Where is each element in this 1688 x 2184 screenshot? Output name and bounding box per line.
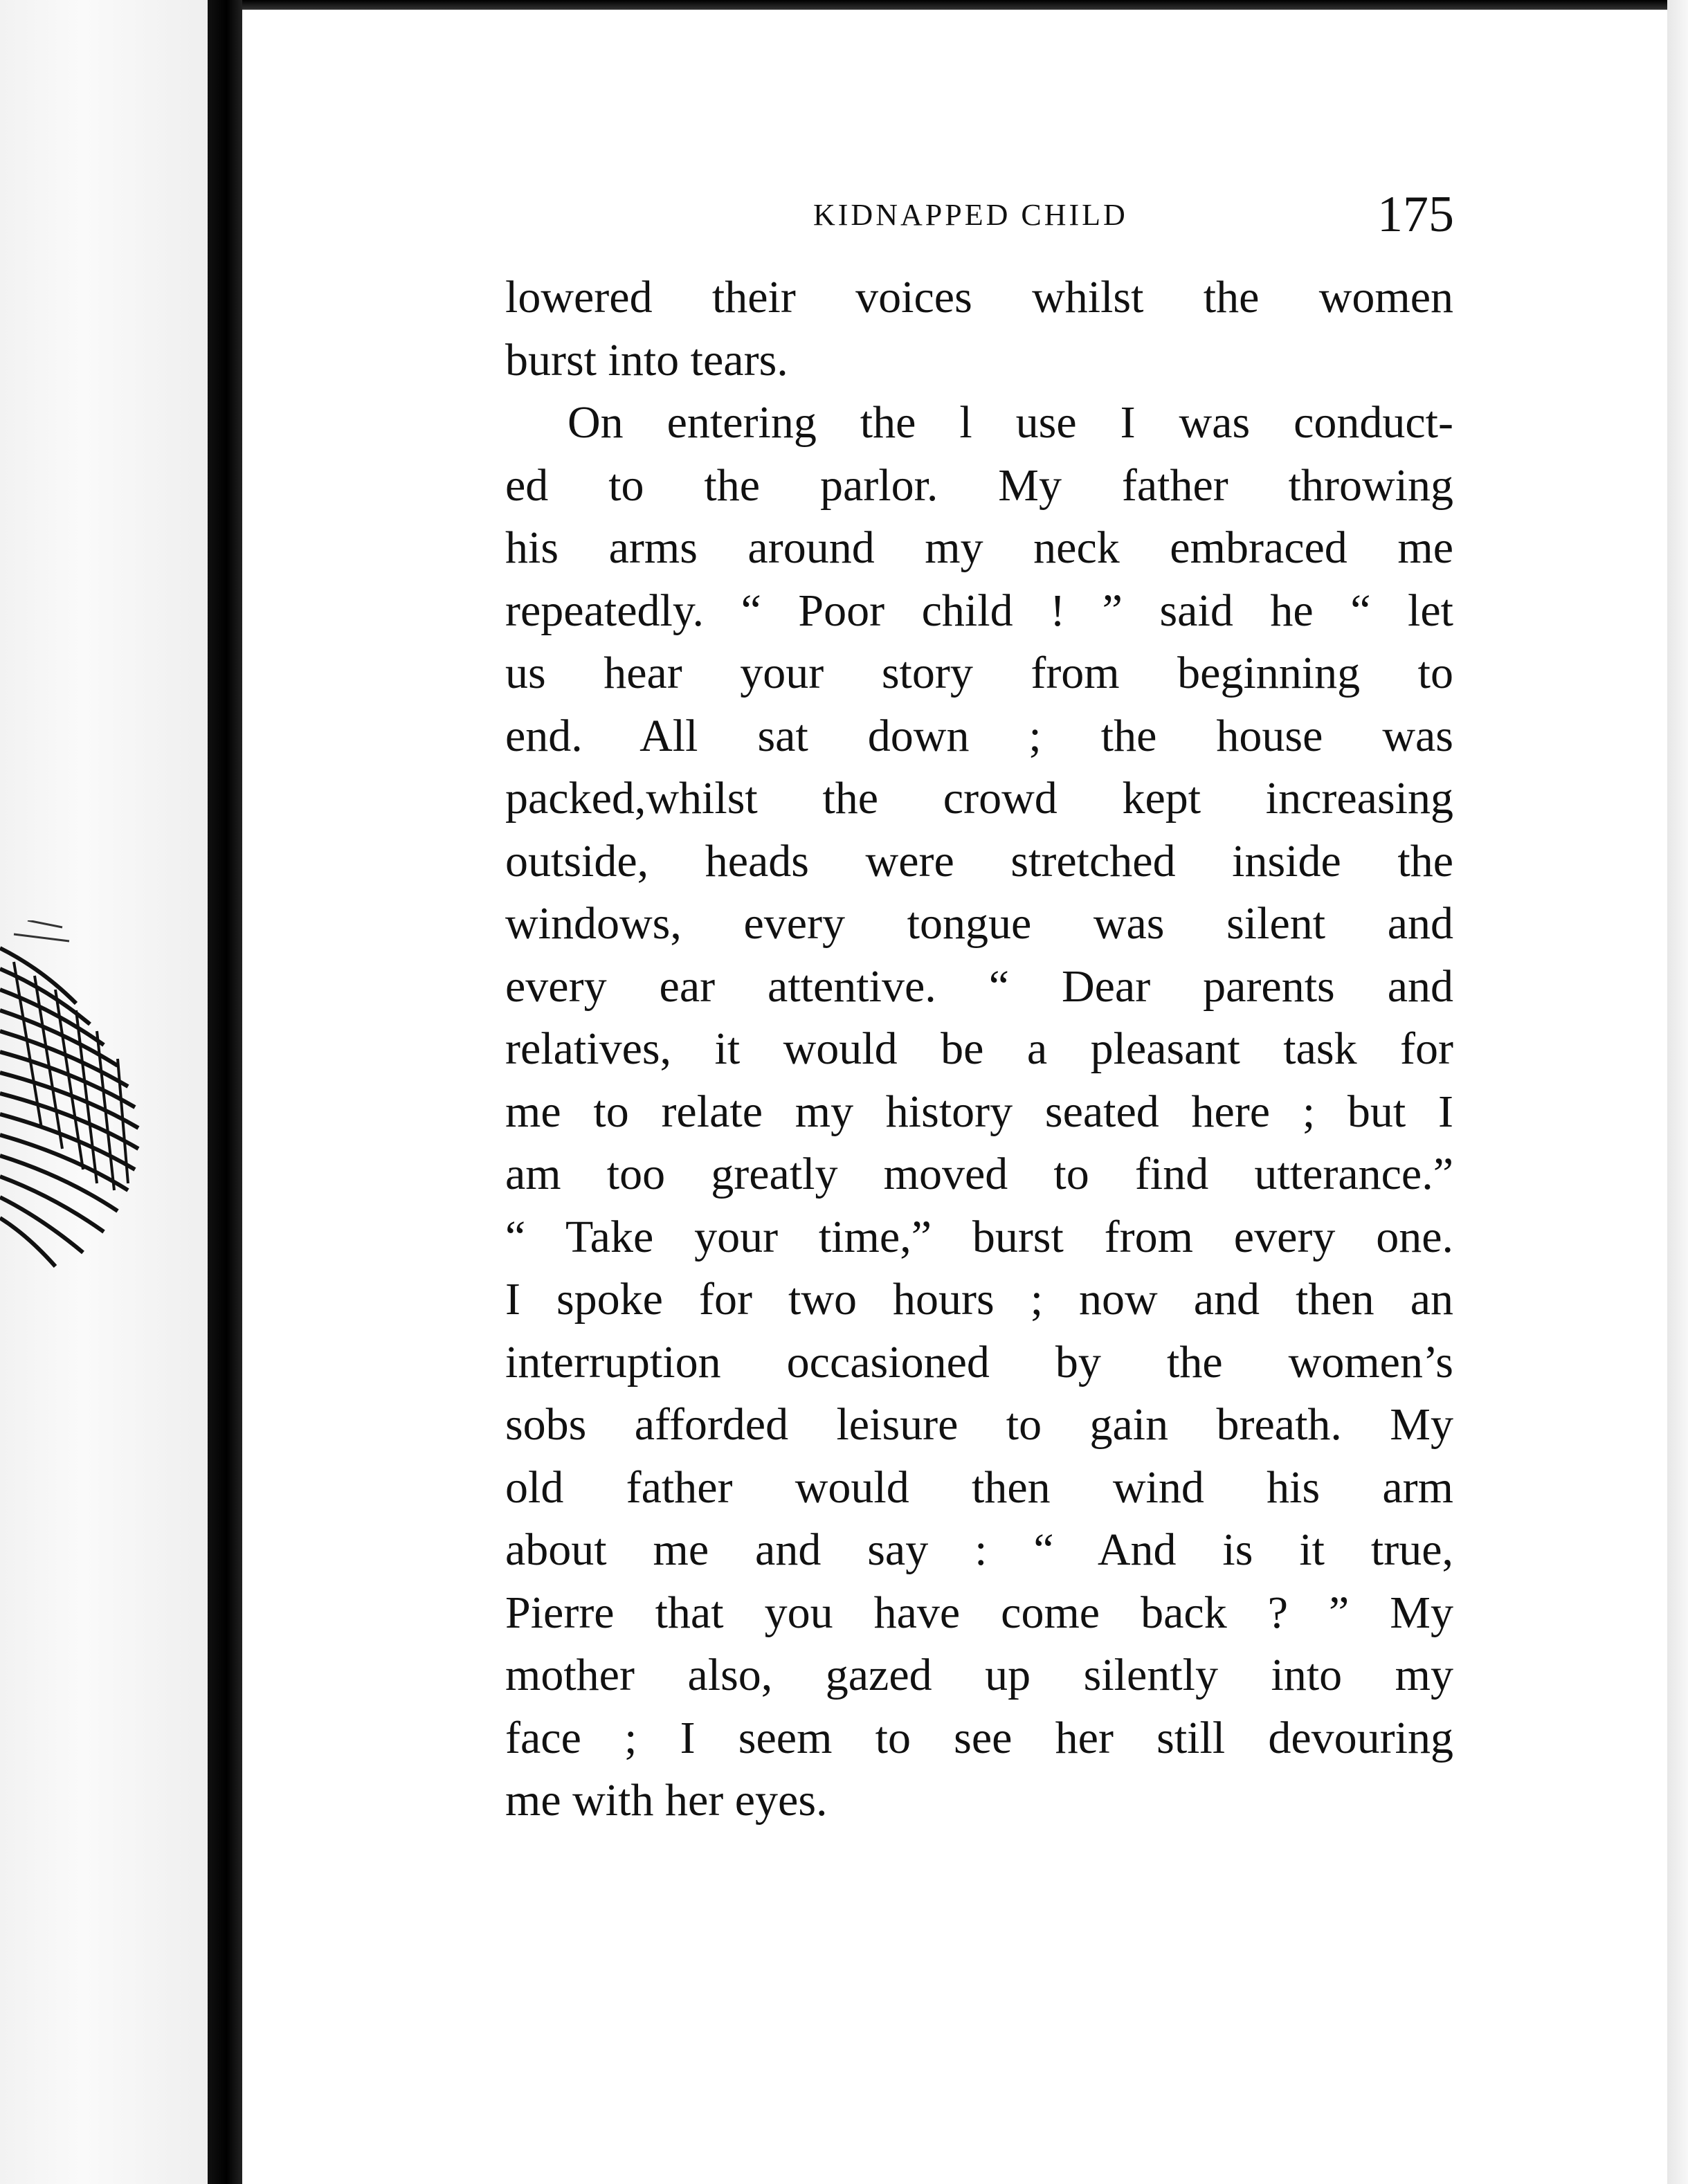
text-line: us hear your story from beginning to [505, 648, 1453, 698]
text-line: old father would then wind his arm [505, 1462, 1453, 1513]
page-fore-edge [1667, 0, 1688, 2184]
text-line: every ear attentive. “ Dear parents and [505, 961, 1453, 1012]
text-line: packed,whilst the crowd kept increasing [505, 773, 1453, 823]
text-line: Pierre that you have come back ? ” My [505, 1587, 1453, 1638]
text-line: his arms around my neck embraced me [505, 522, 1453, 573]
book-gutter [208, 0, 242, 2184]
text-line: am too greatly moved to find utterance.” [505, 1149, 1453, 1199]
text-line: I spoke for two hours ; now and then an [505, 1274, 1453, 1325]
text-line: mother also, gazed up silently into my [505, 1650, 1453, 1700]
text-line: ed to the parlor. My father throwing [505, 459, 1453, 511]
text-line: interruption occasioned by the women’s [505, 1336, 1453, 1387]
text-line: face ; I seem to see her still devouring [505, 1712, 1453, 1763]
text-line: windows, every tongue was silent and [505, 898, 1453, 949]
text-line: me with her eyes. [505, 1775, 828, 1826]
text-line: lowered their voices whilst the women [505, 272, 1453, 322]
body-text [505, 266, 1453, 1832]
page-number: 175 [1377, 186, 1454, 243]
previous-page-edge [0, 0, 208, 2184]
text-line: relatives, it would be a pleasant task for [505, 1023, 1453, 1074]
text-line: burst into tears. [505, 334, 788, 385]
text-line: repeatedly. “ Poor child ! ” said he “ let [505, 585, 1453, 636]
engraving-illustration-fragment [0, 920, 166, 1336]
scan-top-edge [242, 0, 1688, 10]
running-head: KIDNAPPED CHILD [813, 198, 1128, 232]
text-line: end. All sat down ; the house was [505, 710, 1453, 761]
text-line: me to relate my history seated here ; but I [505, 1086, 1453, 1137]
text-line: sobs afforded leisure to gain breath. My [505, 1399, 1453, 1450]
text-line: “ Take your time,” burst from every one. [505, 1211, 1453, 1262]
text-line: about me and say : “ And is it true, [505, 1525, 1453, 1575]
text-line: On entering the l use I was conduct- [568, 397, 1453, 448]
text-line: outside, heads were stretched inside the [505, 835, 1453, 886]
